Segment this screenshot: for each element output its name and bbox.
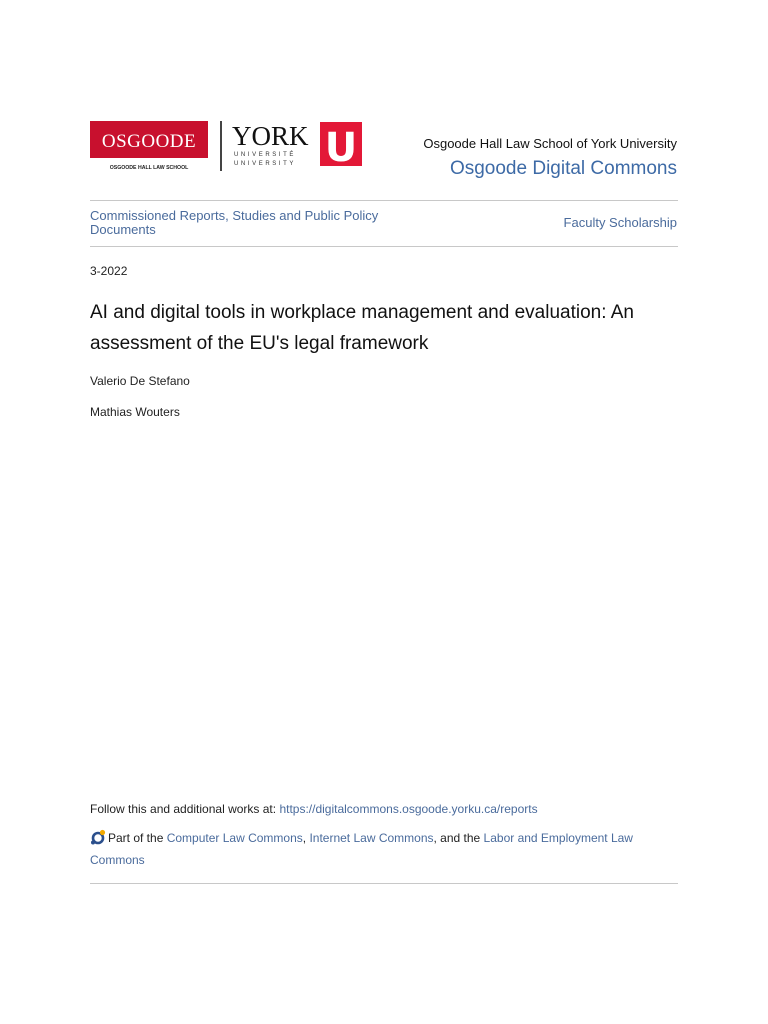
follow-line — [90, 802, 538, 816]
publication-date: 3-2022 — [90, 264, 128, 278]
internet-law-commons-link[interactable]: Internet Law Commons — [309, 831, 434, 845]
repository-link[interactable]: Osgoode Digital Commons — [449, 158, 677, 179]
part-of-label: Part of the — [108, 831, 167, 845]
separator-text: , — [302, 831, 310, 845]
collection-link[interactable]: Commissioned Reports, Studies and Public Policy Documents — [90, 208, 379, 237]
divider — [90, 883, 678, 884]
series-link[interactable]: Faculty Scholarship — [563, 215, 677, 230]
computer-law-commons-link[interactable]: Computer Law Commons — [166, 831, 303, 845]
svg-text:U: U — [324, 125, 358, 170]
document-title: AI and digital tools in workplace management and evaluation: An assessment of the EU's legal framework — [90, 302, 634, 354]
follow-label: Follow this and additional works at: — [90, 802, 280, 816]
york-logo-line1: UNIVERSITÉ — [234, 152, 297, 158]
osgoode-logo-text: OSGOODE — [101, 131, 197, 152]
reports-url-link[interactable]: https://digitalcommons.osgoode.yorku.ca/reports — [279, 802, 538, 816]
commons-network-icon — [90, 829, 106, 845]
york-logo[interactable] — [230, 120, 365, 170]
york-u-mark — [320, 122, 362, 170]
labor-employment-law-commons-link[interactable]: Labor and Employment Law Commons — [90, 831, 633, 867]
author-name: Mathias Wouters — [90, 405, 180, 419]
osgoode-logo-subtext: OSGOODE HALL LAW SCHOOL — [109, 165, 189, 171]
osgoode-logo[interactable] — [90, 121, 208, 172]
divider — [90, 200, 678, 201]
divider — [90, 246, 678, 247]
york-logo-text: YORK — [232, 121, 309, 151]
part-of-line — [90, 827, 680, 871]
logo-divider — [220, 121, 222, 171]
institution-name: Osgoode Hall Law School of York University — [423, 136, 677, 151]
author-name: Valerio De Stefano — [90, 374, 190, 388]
york-logo-line2: UNIVERSITY — [234, 161, 297, 167]
separator-text: , and the — [433, 831, 484, 845]
